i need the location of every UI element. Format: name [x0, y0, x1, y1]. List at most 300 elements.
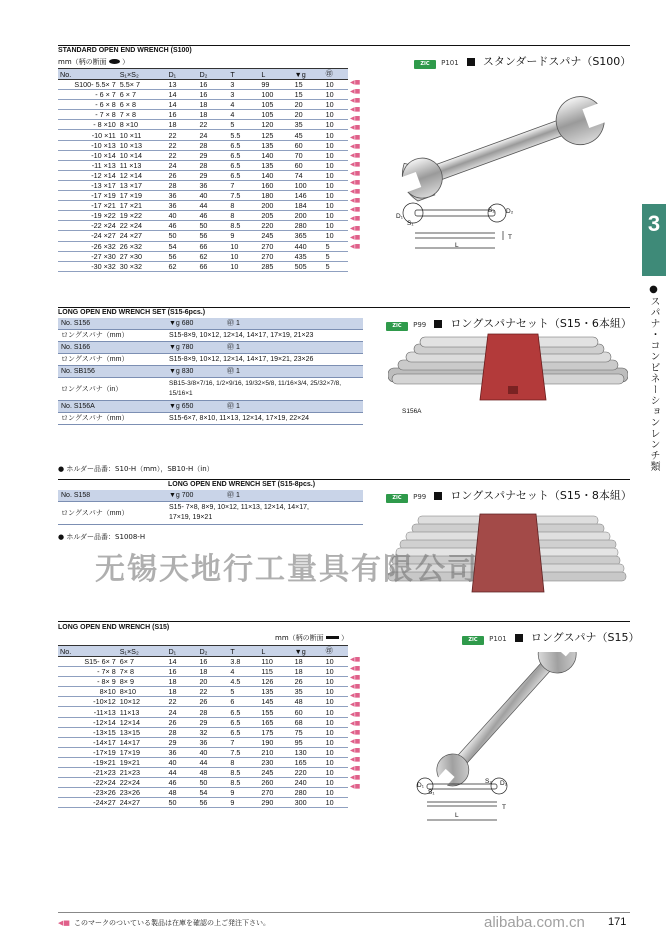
s100-table-row	[58, 231, 348, 241]
s15-spec-table	[58, 645, 348, 808]
s15-8-top-rule	[58, 479, 630, 480]
s100-table-row	[58, 170, 348, 180]
s100-table-row	[58, 251, 348, 261]
s15-6-desc: ロングスパナ（mm）	[58, 354, 166, 366]
s15-8-jp-title: ロングスパナセット（S15・8本組）	[450, 489, 632, 502]
stock-mark-icon: ◀■	[350, 737, 361, 745]
s100-label-t: T	[508, 234, 512, 241]
s15-6-desc-row	[58, 378, 363, 401]
s15-6-desc-row	[58, 354, 363, 366]
s100-table-cell: 365	[293, 231, 324, 241]
s15-table-cell: 8× 9	[118, 677, 167, 687]
s15-table-cell: - 8× 9	[58, 677, 118, 687]
s15-table-cell: 8×10	[118, 687, 167, 697]
s15-6-page-ref: P99	[413, 321, 427, 329]
s100-table-cell: -17 ×19	[58, 191, 118, 201]
site-watermark: alibaba.com.cn	[484, 914, 585, 931]
s15-table-cell: 126	[259, 677, 292, 687]
s100-table-cell: 62	[197, 251, 228, 261]
s15-table-cell: 11×13	[118, 707, 167, 717]
stock-mark-icon: ◀■	[350, 79, 361, 86]
s15-table-cell: 8.5	[228, 768, 259, 778]
s100-table-cell: 10	[324, 80, 348, 90]
s15-table-cell: 26	[166, 717, 197, 727]
zic-logo-icon: ZIC	[414, 60, 436, 69]
s100-table-cell: 74	[293, 170, 324, 180]
s100-table-cell: 26	[166, 170, 197, 180]
stock-mark-icon: ◀■	[350, 710, 361, 718]
s100-table-cell: 60	[293, 160, 324, 170]
s100-table-row	[58, 130, 348, 140]
s15-table-cell: -12×14	[58, 717, 118, 727]
s100-table-cell: 22 ×24	[118, 221, 167, 231]
s100-table-cell: 4	[228, 100, 259, 110]
s15-table-cell: 7	[228, 737, 259, 747]
s100-table-cell: 5	[324, 261, 348, 271]
s15-unit-close: ）	[341, 634, 349, 642]
s100-table-row	[58, 180, 348, 190]
black-square-icon	[434, 320, 442, 328]
s100-table-row	[58, 90, 348, 100]
stock-mark-icon: ◀■	[350, 665, 361, 673]
s100-table-cell: 8.5	[228, 221, 259, 231]
s15-6-weight: ▼g 650	[166, 401, 224, 413]
s15-table-cell: 6.5	[228, 707, 259, 717]
s100-table-cell: 10	[324, 211, 348, 221]
s100-table-cell: 435	[293, 251, 324, 261]
s15-table-cell: 7× 8	[118, 667, 167, 677]
s15-table-cell: 48	[293, 697, 324, 707]
s15-6-desc: ロングスパナ（mm）	[58, 413, 166, 425]
s15-6-sizes: S15-8×9, 10×12, 12×14, 14×17, 17×19, 21×23	[166, 330, 363, 342]
s100-table-cell: 45	[293, 130, 324, 140]
s100-table-cell: 40	[166, 211, 197, 221]
s100-table-cell: 140	[259, 150, 292, 160]
s100-table-cell: 24	[197, 130, 228, 140]
s15-8-page-ref: P99	[413, 493, 427, 501]
s100-table-cell: 125	[259, 130, 292, 140]
s15-table-row	[58, 657, 348, 667]
s15-table-cell: 4	[228, 667, 259, 677]
footer-rule	[58, 912, 630, 913]
chapter-tab: 3	[642, 204, 666, 276]
s15-table-row	[58, 747, 348, 757]
s15-top-rule	[58, 621, 630, 622]
s15-table-cell: 220	[293, 768, 324, 778]
s15-6-header-row	[58, 366, 363, 378]
s15-table-cell: 10	[324, 697, 348, 707]
s100-table-cell: 14	[166, 90, 197, 100]
stock-mark-icon: ◀■	[350, 728, 361, 736]
s15-6-top-rule	[58, 307, 630, 308]
s15-table-cell: 54	[197, 788, 228, 798]
s15-table-cell: 12×14	[118, 717, 167, 727]
s100-table-cell: 245	[259, 231, 292, 241]
s15-table-cell: 115	[259, 667, 292, 677]
zic-logo-icon: ZIC	[386, 494, 408, 503]
s15-table-cell: 22	[197, 687, 228, 697]
s15-table-cell: 10	[324, 768, 348, 778]
s15-table-cell: 110	[259, 657, 292, 667]
s15-table-cell: 10	[324, 657, 348, 667]
s15-table-row	[58, 677, 348, 687]
s100-top-rule	[58, 45, 630, 46]
s15-table-cell: 6	[228, 697, 259, 707]
s100-unit-close: ）	[122, 58, 130, 66]
stock-mark-icon: ◀■	[350, 692, 361, 700]
s100-table-cell: 10 ×13	[118, 140, 167, 150]
s100-col-header: D₁	[166, 69, 197, 80]
s15-table-cell: -19×21	[58, 757, 118, 767]
s100-table-cell: 10	[324, 120, 348, 130]
black-square-icon	[515, 634, 523, 642]
s15-6-header-right	[386, 312, 632, 331]
s100-table-cell: 30 ×32	[118, 261, 167, 271]
stock-mark-icon: ◀■	[350, 133, 361, 141]
s100-table-cell: 5.5	[228, 130, 259, 140]
s15-table-row	[58, 707, 348, 717]
stock-mark-icon: ◀■	[350, 774, 361, 782]
s100-table-cell: 60	[293, 140, 324, 150]
s15-table-cell: -10×12	[58, 697, 118, 707]
s100-table-cell: 10 ×14	[118, 150, 167, 160]
s100-table-cell: 6.5	[228, 150, 259, 160]
s100-table-row	[58, 140, 348, 150]
stock-mark-icon: ◀■	[350, 756, 361, 764]
s15-table-cell: 32	[197, 727, 228, 737]
s15-table-cell: 270	[259, 788, 292, 798]
s15-table-cell: 20	[197, 677, 228, 687]
s100-page-ref: P101	[441, 59, 459, 67]
s15-table-cell: 28	[166, 727, 197, 737]
stock-mark-icon: ◀■	[58, 919, 70, 927]
s15-6-desc: ロングスパナ（in）	[58, 378, 166, 401]
s100-table-cell: 46	[197, 211, 228, 221]
s100-col-header: ㊞	[324, 69, 348, 80]
s15-label-d1: D₁	[417, 782, 424, 789]
s100-table-row	[58, 100, 348, 110]
stock-mark-icon: ◀■	[350, 142, 361, 150]
s15-table-row	[58, 737, 348, 747]
s100-col-header: L	[259, 69, 292, 80]
s100-table-cell: 160	[259, 180, 292, 190]
s100-label-l: L	[455, 242, 459, 249]
s15-table-cell: 26	[197, 697, 228, 707]
s15-table-row	[58, 687, 348, 697]
zic-logo-icon: ZIC	[386, 322, 408, 331]
s100-table-cell: 135	[259, 140, 292, 150]
s15-8-header-row	[58, 490, 363, 502]
s15-jp-title: ロングスパナ（S15）	[530, 631, 640, 644]
s100-table-row	[58, 211, 348, 221]
s100-table-cell: 62	[166, 261, 197, 271]
s100-label-d2: D₂	[506, 208, 514, 215]
s15-table-cell: 16	[166, 667, 197, 677]
s15-table-cell: 44	[197, 757, 228, 767]
s100-table-cell: - 7 × 8	[58, 110, 118, 120]
s15-8-sizes	[166, 502, 363, 525]
stock-mark-icon: ◀■	[350, 106, 361, 114]
s100-table-cell: 10	[324, 140, 348, 150]
stock-mark-icon: ◀■	[350, 97, 361, 105]
stock-mark-icon: ◀■	[350, 656, 361, 663]
s15-col-header: L	[259, 646, 292, 657]
s100-unit-note	[58, 57, 129, 67]
s100-table-cell: -22 ×24	[58, 221, 118, 231]
s15-6-product-label: S156A	[402, 408, 422, 415]
s15-table-cell: 145	[259, 697, 292, 707]
s15-table-cell: 10	[324, 667, 348, 677]
s15-table-cell: 10	[324, 757, 348, 767]
s15-table-cell: 18	[166, 687, 197, 697]
s100-table-row	[58, 160, 348, 170]
s100-table-row	[58, 241, 348, 251]
s15-table-cell: 190	[259, 737, 292, 747]
s100-table-row	[58, 261, 348, 271]
s100-table-cell: 10	[324, 110, 348, 120]
s100-col-header: D₂	[197, 69, 228, 80]
s15-table-cell: -14×17	[58, 737, 118, 747]
s100-table-cell: 22	[197, 120, 228, 130]
s100-table-cell: 3	[228, 80, 259, 90]
s100-table-cell: 184	[293, 201, 324, 211]
s100-table-cell: 13	[166, 80, 197, 90]
s100-table-cell: - 6 × 8	[58, 100, 118, 110]
s15-table-cell: 10	[324, 687, 348, 697]
s15-8-spec-table	[58, 490, 363, 525]
s100-table-cell: 7	[228, 180, 259, 190]
s100-table-cell: 4	[228, 110, 259, 120]
s100-table-cell: 20	[293, 100, 324, 110]
s100-table-cell: -24 ×27	[58, 231, 118, 241]
s15-col-header: T	[228, 646, 259, 657]
s15-table-cell: 17×19	[118, 747, 167, 757]
s15-table-cell: 155	[259, 707, 292, 717]
s100-table-cell: 200	[293, 211, 324, 221]
s100-table-cell: 13 ×17	[118, 180, 167, 190]
s100-wrench-image	[385, 88, 630, 273]
s15-table-row	[58, 697, 348, 707]
s15-table-cell: 18	[197, 667, 228, 677]
s15-table-cell: 95	[293, 737, 324, 747]
s100-table-cell: 10	[324, 150, 348, 160]
s100-table-cell: 99	[259, 80, 292, 90]
stock-mark-icon: ◀■	[350, 215, 361, 223]
s100-table-cell: 5	[228, 120, 259, 130]
s15-6-spec-table	[58, 318, 363, 425]
s100-table-cell: 18	[166, 120, 197, 130]
s100-table-cell: 120	[259, 120, 292, 130]
chapter-vertical-title: ●スパナ・コンビネーションレンチ類	[648, 284, 659, 472]
s100-table-cell: 280	[293, 221, 324, 231]
s100-table-cell: -10 ×13	[58, 140, 118, 150]
s100-col-header: No.	[58, 69, 118, 80]
s15-table-cell: 68	[293, 717, 324, 727]
s15-6-pack: ㊞ 1	[224, 342, 363, 354]
s15-label-t: T	[502, 804, 506, 811]
s15-6-pack: ㊞ 1	[224, 366, 363, 378]
s15-table-cell: 10	[324, 737, 348, 747]
s100-table-row	[58, 150, 348, 160]
s100-table-cell: -17 ×21	[58, 201, 118, 211]
s100-table-cell: 100	[293, 180, 324, 190]
s15-table-cell: 21×23	[118, 768, 167, 778]
s15-8-header-right	[386, 484, 632, 503]
s100-table-cell: 27 ×30	[118, 251, 167, 261]
s100-unit-text: mm（柄の断面	[58, 58, 107, 66]
s100-table-cell: 105	[259, 100, 292, 110]
s15-8-weight: ▼g 700	[166, 490, 224, 502]
stock-mark-icon: ◀■	[350, 683, 361, 691]
s100-table-cell: 140	[259, 170, 292, 180]
s15-table-cell: - 7× 8	[58, 667, 118, 677]
s15-table-cell: 5	[228, 687, 259, 697]
s15-6-header-row	[58, 342, 363, 354]
s15-table-cell: 14	[166, 657, 197, 667]
s100-table-cell: 440	[293, 241, 324, 251]
s15-6-weight: ▼g 830	[166, 366, 224, 378]
s100-table-cell: 10	[228, 241, 259, 251]
stock-mark-icon: ◀■	[350, 169, 361, 177]
s15-table-cell: 14×17	[118, 737, 167, 747]
s15-page-ref: P101	[489, 635, 507, 643]
s100-table-cell: -11 ×13	[58, 160, 118, 170]
s100-table-row	[58, 110, 348, 120]
s15-8-no: No. S158	[58, 490, 166, 502]
s100-table-cell: -12 ×14	[58, 170, 118, 180]
s100-table-cell: 10	[324, 231, 348, 241]
s15-6-pack: ㊞ 1	[224, 318, 363, 330]
s100-table-cell: 29	[197, 150, 228, 160]
s15-col-header: D₂	[197, 646, 228, 657]
footer-note	[58, 918, 270, 928]
s15-table-cell: 10	[324, 707, 348, 717]
s15-table-cell: 8	[228, 757, 259, 767]
s100-table-cell: 24 ×27	[118, 231, 167, 241]
s100-title: STANDARD OPEN END WRENCH (S100)	[58, 47, 192, 54]
s15-table-cell: -11×13	[58, 707, 118, 717]
s100-table-cell: 146	[293, 191, 324, 201]
s100-table-cell: -19 ×22	[58, 211, 118, 221]
s15-table-row	[58, 798, 348, 808]
s15-8-holder-note: ● ホルダー品番：S1008-H	[58, 533, 146, 541]
s15-table-cell: 9	[228, 798, 259, 808]
s100-table-cell: 6 × 8	[118, 100, 167, 110]
s100-stock-marks	[348, 78, 362, 251]
s100-table-row	[58, 221, 348, 231]
s100-table-cell: 6.5	[228, 140, 259, 150]
s15-6-weight: ▼g 780	[166, 342, 224, 354]
s100-table-cell: 36	[166, 191, 197, 201]
s15-title: LONG OPEN END WRENCH (S15)	[58, 624, 170, 631]
s15-table-cell: 40	[166, 757, 197, 767]
s100-col-header: T	[228, 69, 259, 80]
s15-table-cell: 290	[259, 798, 292, 808]
s15-table-cell: 230	[259, 757, 292, 767]
s15-table-cell: 36	[166, 747, 197, 757]
s15-6-sizes: S15-8×9, 10×12, 12×14, 14×17, 19×21, 23×26	[166, 354, 363, 366]
s100-table-cell: 8	[228, 201, 259, 211]
s15-table-cell: 29	[166, 737, 197, 747]
s100-table-row	[58, 191, 348, 201]
s15-table-cell: 3.8	[228, 657, 259, 667]
s15-table-cell: 6.5	[228, 717, 259, 727]
s15-table-cell: 8.5	[228, 778, 259, 788]
s100-table-cell: 135	[259, 160, 292, 170]
s100-table-cell: 16	[166, 110, 197, 120]
s15-6-jp-title: ロングスパナセット（S15・6本組）	[450, 317, 632, 330]
s15-table-cell: 50	[166, 798, 197, 808]
s100-table-cell: - 6 × 7	[58, 90, 118, 100]
s100-table-cell: 9	[228, 231, 259, 241]
stock-mark-icon: ◀■	[350, 746, 361, 754]
s100-table-cell: 10	[324, 180, 348, 190]
stock-mark-icon: ◀■	[350, 124, 361, 132]
stock-mark-icon: ◀■	[350, 719, 361, 727]
s15-6-desc-row	[58, 330, 363, 342]
s15-table-cell: 260	[259, 778, 292, 788]
s100-table-cell: 46	[166, 221, 197, 231]
s15-8-title: LONG OPEN END WRENCH SET (S15-8pcs.)	[168, 481, 316, 488]
s15-table-cell: 10	[324, 788, 348, 798]
s15-table-cell: 10	[324, 727, 348, 737]
s100-table-cell: 6.5	[228, 160, 259, 170]
s100-label-d1: D₁	[396, 213, 403, 220]
s100-table-cell: 56	[197, 231, 228, 241]
s15-6-set-image	[388, 330, 628, 430]
stock-mark-icon: ◀■	[350, 233, 361, 241]
s100-table-cell: 54	[166, 241, 197, 251]
s15-6-header-row	[58, 401, 363, 413]
s100-table-cell: -10 ×11	[58, 130, 118, 140]
s100-table-cell: 26 ×32	[118, 241, 167, 251]
s15-6-sizes: SB15-3/8×7/16, 1/2×9/16, 19/32×5/8, 11/16×3/4, 25/32×7/8, 15/16×1	[166, 378, 363, 401]
s100-table-cell: 44	[197, 201, 228, 211]
s100-table-cell: 40	[197, 191, 228, 201]
s15-table-cell: 48	[197, 768, 228, 778]
s15-table-cell: 24	[166, 707, 197, 717]
s15-table-cell: 135	[259, 687, 292, 697]
s15-table-cell: 7.5	[228, 747, 259, 757]
s15-table-cell: 75	[293, 727, 324, 737]
s15-label-d2: D₂	[500, 780, 508, 787]
s15-table-cell: 10	[324, 677, 348, 687]
s100-label-s1: S₁	[407, 220, 414, 227]
s15-table-cell: 44	[166, 768, 197, 778]
s100-table-cell: 505	[293, 261, 324, 271]
s15-table-cell: 16	[197, 657, 228, 667]
s15-table-cell: -23×26	[58, 788, 118, 798]
s15-table-cell: 22	[166, 697, 197, 707]
s15-table-cell: 24×27	[118, 798, 167, 808]
s15-table-cell: 23×26	[118, 788, 167, 798]
stock-mark-icon: ◀■	[350, 701, 361, 709]
s100-table-cell: 36	[166, 201, 197, 211]
s100-table-cell: 10	[324, 191, 348, 201]
s15-table-cell: 48	[166, 788, 197, 798]
s15-table-cell: 22×24	[118, 778, 167, 788]
s15-6-no: No. S166	[58, 342, 166, 354]
s100-table-cell: 20	[293, 110, 324, 120]
s15-table-cell: 300	[293, 798, 324, 808]
s100-table-cell: 10	[324, 201, 348, 211]
s15-6-header-row	[58, 318, 363, 330]
s15-header-right	[462, 626, 640, 645]
stock-mark-icon: ◀■	[350, 151, 361, 159]
s100-col-header: ▼g	[293, 69, 324, 80]
s15-table-row	[58, 778, 348, 788]
s15-table-cell: 50	[197, 778, 228, 788]
